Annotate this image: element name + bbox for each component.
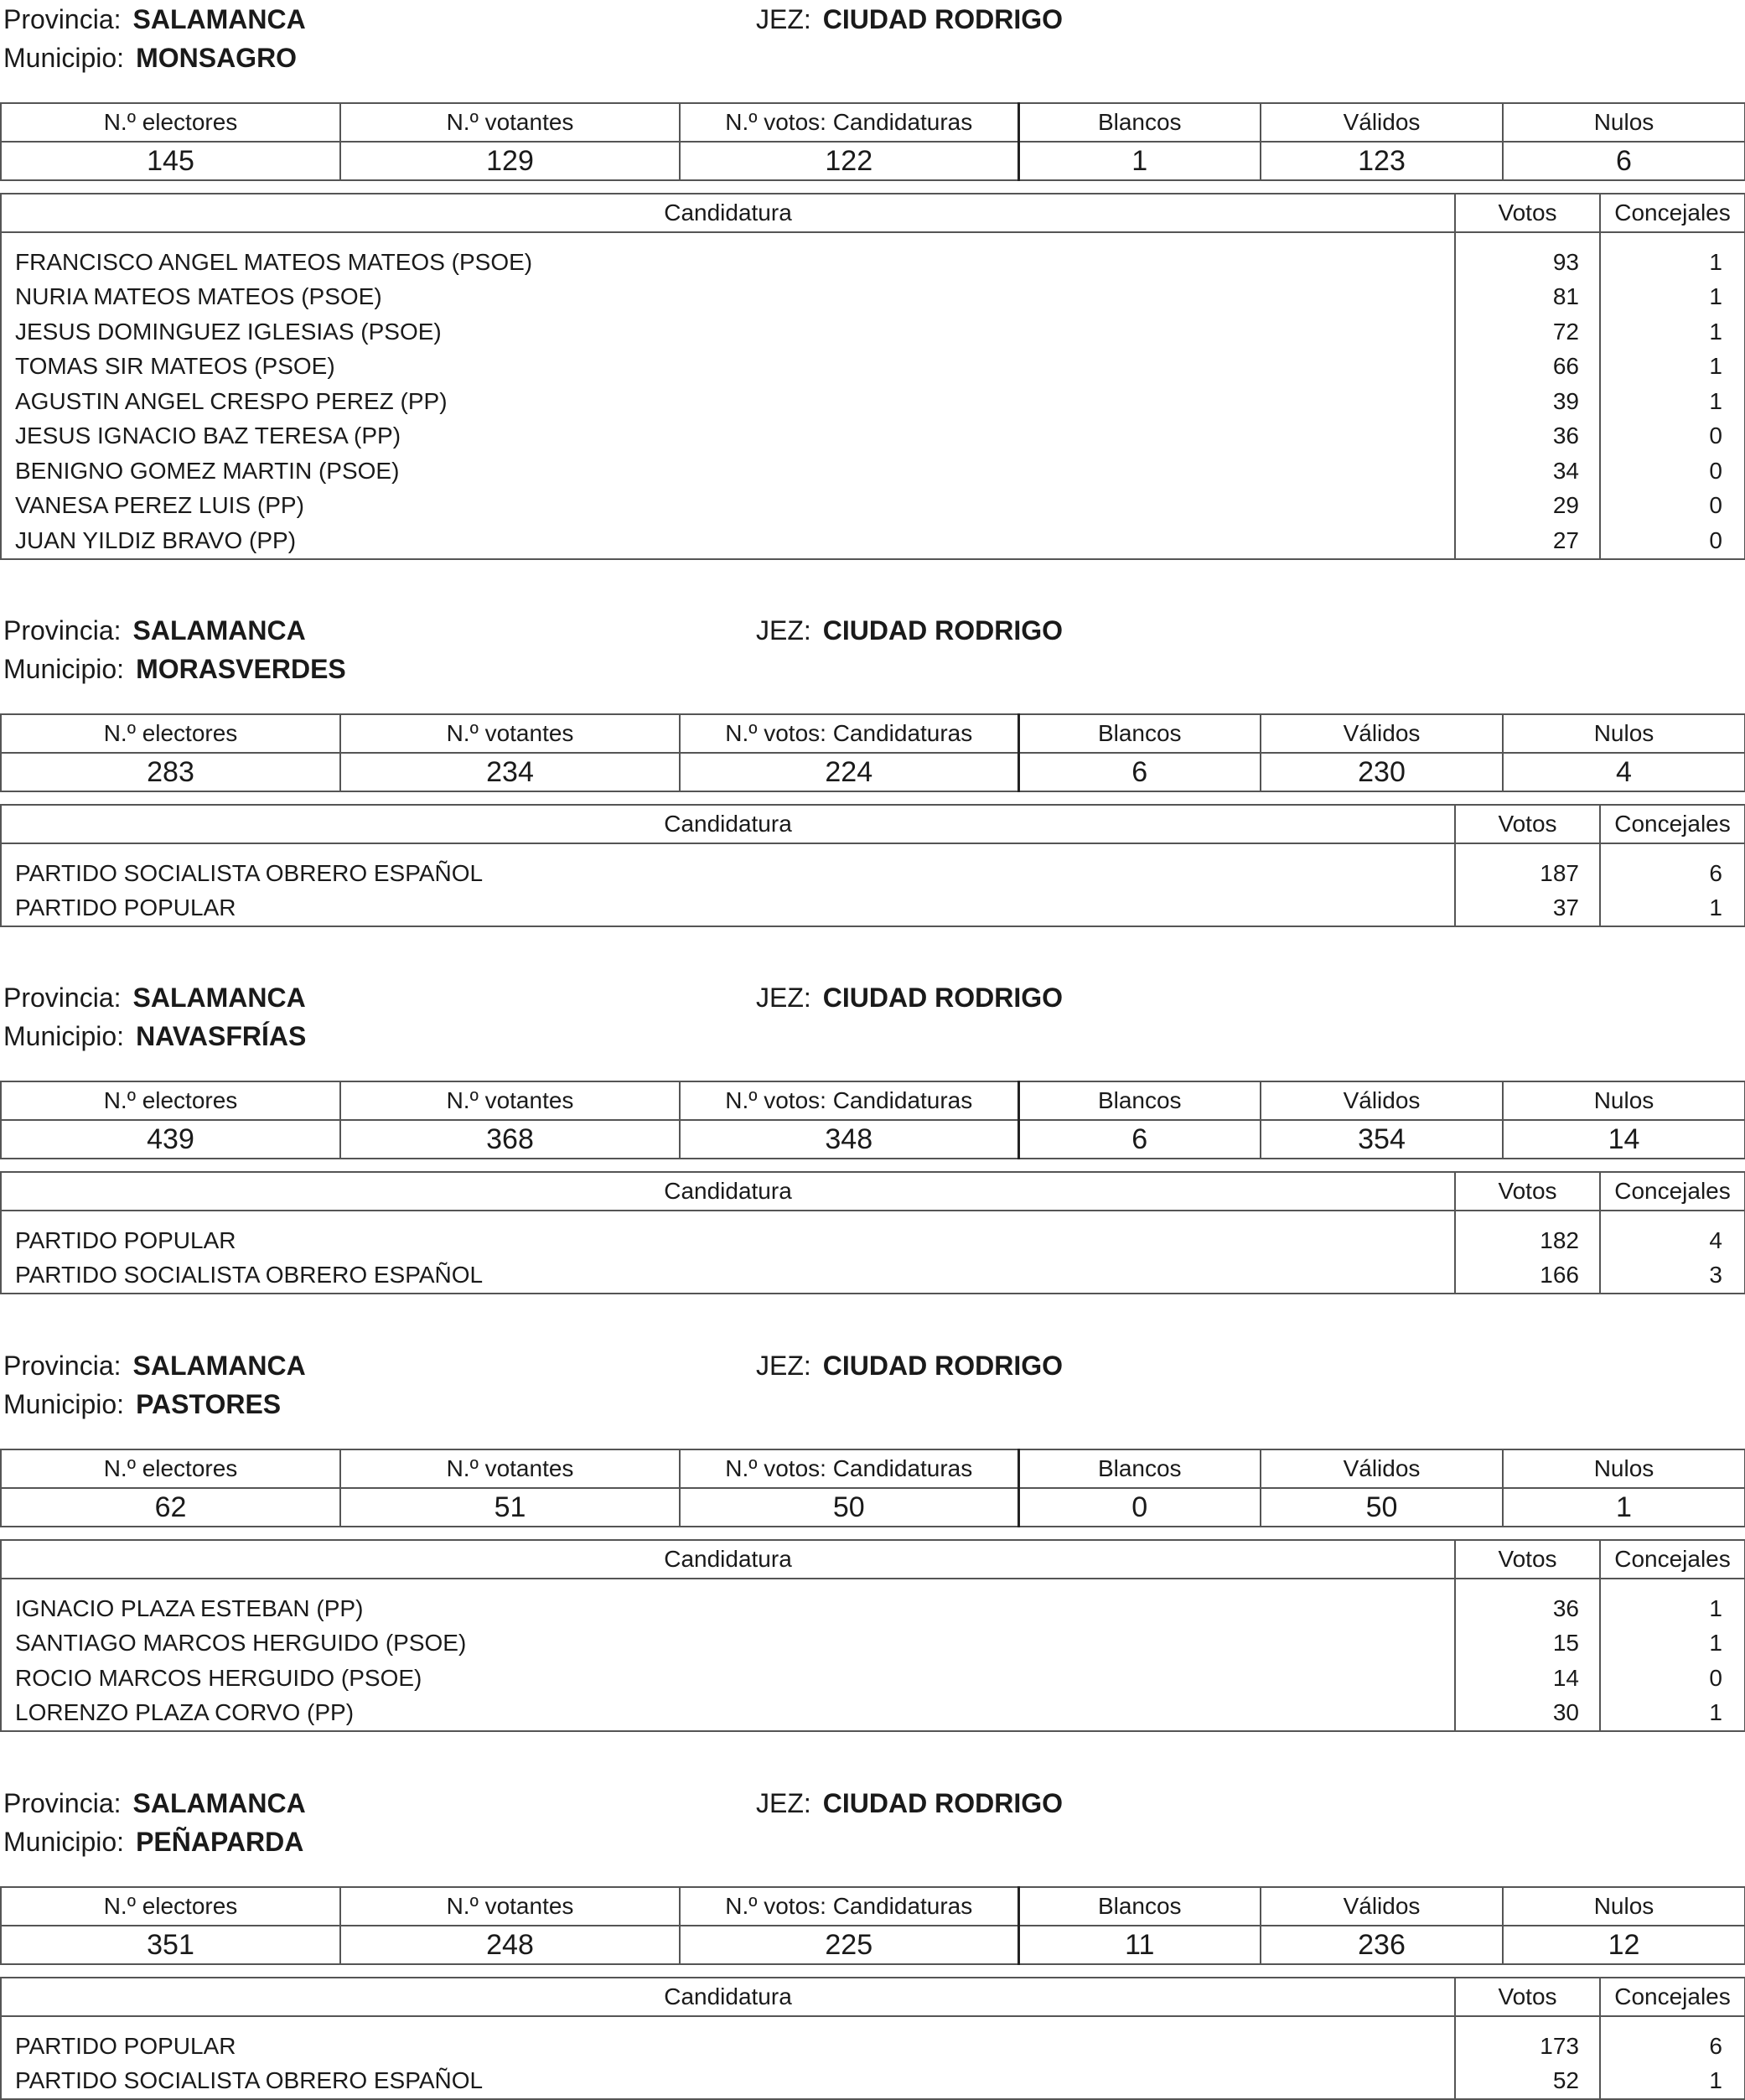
candidatura-name: VANESA PEREZ LUIS (PP) bbox=[1, 489, 1455, 524]
stats-value-row bbox=[1, 1926, 1745, 1964]
candidatura-votos: 173 bbox=[1455, 2016, 1600, 2064]
votos-candidaturas-header: N.º votos: Candidaturas bbox=[680, 1449, 1018, 1488]
candidaturas-header-row bbox=[1, 1978, 1745, 2016]
provincia-label: Provincia: bbox=[3, 4, 122, 34]
jez-label: JEZ: bbox=[756, 615, 811, 646]
candidatura-header: Candidatura bbox=[1, 1978, 1455, 2016]
municipio-value: NAVASFRÍAS bbox=[136, 1021, 307, 1051]
candidaturas-header-row bbox=[1, 1540, 1745, 1579]
provincia-label: Provincia: bbox=[3, 1351, 122, 1381]
candidatura-votos: 66 bbox=[1455, 350, 1600, 385]
provincia-line bbox=[3, 1346, 306, 1385]
nulos-value: 12 bbox=[1503, 1926, 1745, 1964]
provincia-label: Provincia: bbox=[3, 983, 122, 1013]
validos-header: Válidos bbox=[1261, 103, 1503, 142]
candidatura-concejales: 0 bbox=[1600, 523, 1745, 559]
candidatura-votos: 29 bbox=[1455, 489, 1600, 524]
nulos-header: Nulos bbox=[1503, 103, 1745, 142]
jez-label: JEZ: bbox=[756, 1351, 811, 1381]
jez-label: JEZ: bbox=[756, 1788, 811, 1818]
candidatura-concejales: 3 bbox=[1600, 1258, 1745, 1294]
votos-candidaturas-header: N.º votos: Candidaturas bbox=[680, 1081, 1018, 1120]
jez-line bbox=[756, 611, 1063, 650]
candidatura-row bbox=[1, 843, 1745, 891]
candidatura-concejales: 0 bbox=[1600, 1661, 1745, 1696]
candidatura-name: PARTIDO SOCIALISTA OBRERO ESPAÑOL bbox=[1, 843, 1455, 891]
candidatura-name: PARTIDO SOCIALISTA OBRERO ESPAÑOL bbox=[1, 2064, 1455, 2100]
candidatura-name: PARTIDO POPULAR bbox=[1, 2016, 1455, 2064]
votantes-header: N.º votantes bbox=[340, 1449, 680, 1488]
municipio-line bbox=[3, 1823, 303, 1861]
municipio-value: MORASVERDES bbox=[136, 654, 346, 684]
municipio-value: MONSAGRO bbox=[136, 43, 298, 73]
candidatura-votos: 37 bbox=[1455, 891, 1600, 927]
candidatura-name: TOMAS SIR MATEOS (PSOE) bbox=[1, 350, 1455, 385]
nulos-value: 6 bbox=[1503, 142, 1745, 180]
electores-header: N.º electores bbox=[1, 1449, 340, 1488]
stats-header-row bbox=[1, 103, 1745, 142]
candidatura-name: LORENZO PLAZA CORVO (PP) bbox=[1, 1696, 1455, 1732]
candidatura-votos: 34 bbox=[1455, 454, 1600, 489]
candidatura-header: Candidatura bbox=[1, 1172, 1455, 1211]
provincia-line bbox=[3, 611, 306, 650]
candidatura-name: JESUS IGNACIO BAZ TERESA (PP) bbox=[1, 419, 1455, 454]
candidatura-row bbox=[1, 1626, 1745, 1662]
candidatura-votos: 166 bbox=[1455, 1258, 1600, 1294]
candidatura-row bbox=[1, 489, 1745, 524]
validos-header: Válidos bbox=[1261, 714, 1503, 753]
candidatura-concejales: 1 bbox=[1600, 232, 1745, 280]
jez-value: CIUDAD RODRIGO bbox=[822, 983, 1063, 1013]
blancos-value: 0 bbox=[1018, 1488, 1261, 1527]
blancos-value: 11 bbox=[1018, 1926, 1261, 1964]
jez-line bbox=[756, 0, 1063, 39]
blancos-header: Blancos bbox=[1018, 1081, 1261, 1120]
provincia-line bbox=[3, 1784, 306, 1823]
votantes-value: 368 bbox=[340, 1120, 680, 1159]
candidatura-row bbox=[1, 2016, 1745, 2064]
stats-header-row bbox=[1, 1081, 1745, 1120]
candidatura-concejales: 1 bbox=[1600, 384, 1745, 419]
concejales-header: Concejales bbox=[1600, 805, 1745, 843]
candidatura-concejales: 6 bbox=[1600, 2016, 1745, 2064]
nulos-value: 1 bbox=[1503, 1488, 1745, 1527]
candidatura-header: Candidatura bbox=[1, 194, 1455, 232]
blancos-header: Blancos bbox=[1018, 1887, 1261, 1926]
candidatura-row bbox=[1, 454, 1745, 489]
stats-table bbox=[0, 1081, 1745, 1159]
validos-value: 123 bbox=[1261, 142, 1503, 180]
candidatura-votos: 187 bbox=[1455, 843, 1600, 891]
candidatura-votos: 14 bbox=[1455, 1661, 1600, 1696]
electores-header: N.º electores bbox=[1, 714, 340, 753]
candidatura-name: BENIGNO GOMEZ MARTIN (PSOE) bbox=[1, 454, 1455, 489]
candidatura-concejales: 0 bbox=[1600, 419, 1745, 454]
candidatura-concejales: 1 bbox=[1600, 350, 1745, 385]
jez-label: JEZ: bbox=[756, 4, 811, 34]
electores-value: 62 bbox=[1, 1488, 340, 1527]
candidaturas-header-row bbox=[1, 194, 1745, 232]
candidatura-row bbox=[1, 280, 1745, 315]
candidatura-row bbox=[1, 1696, 1745, 1732]
electores-header: N.º electores bbox=[1, 1081, 340, 1120]
blancos-header: Blancos bbox=[1018, 103, 1261, 142]
votos-candidaturas-value: 348 bbox=[680, 1120, 1018, 1159]
candidatura-name: ROCIO MARCOS HERGUIDO (PSOE) bbox=[1, 1661, 1455, 1696]
candidatura-concejales: 6 bbox=[1600, 843, 1745, 891]
votos-candidaturas-value: 122 bbox=[680, 142, 1018, 180]
votantes-header: N.º votantes bbox=[340, 1887, 680, 1926]
electores-value: 351 bbox=[1, 1926, 340, 1964]
blancos-value: 6 bbox=[1018, 1120, 1261, 1159]
blancos-header: Blancos bbox=[1018, 714, 1261, 753]
candidaturas-table bbox=[0, 1977, 1745, 2100]
candidatura-row bbox=[1, 891, 1745, 927]
candidatura-header: Candidatura bbox=[1, 1540, 1455, 1579]
provincia-label: Provincia: bbox=[3, 1788, 122, 1818]
candidatura-row bbox=[1, 1579, 1745, 1626]
candidatura-row bbox=[1, 384, 1745, 419]
votos-header: Votos bbox=[1455, 1172, 1600, 1211]
validos-value: 236 bbox=[1261, 1926, 1503, 1964]
candidatura-votos: 27 bbox=[1455, 523, 1600, 559]
candidatura-concejales: 1 bbox=[1600, 2064, 1745, 2100]
jez-value: CIUDAD RODRIGO bbox=[822, 4, 1063, 34]
candidatura-votos: 30 bbox=[1455, 1696, 1600, 1732]
nulos-value: 4 bbox=[1503, 753, 1745, 791]
stats-header-row bbox=[1, 714, 1745, 753]
candidatura-votos: 15 bbox=[1455, 1626, 1600, 1662]
stats-value-row bbox=[1, 1488, 1745, 1527]
candidaturas-table bbox=[0, 1171, 1745, 1294]
provincia-line bbox=[3, 978, 306, 1017]
municipio-label: Municipio: bbox=[3, 654, 125, 684]
candidatura-votos: 36 bbox=[1455, 419, 1600, 454]
blancos-value: 6 bbox=[1018, 753, 1261, 791]
nulos-header: Nulos bbox=[1503, 714, 1745, 753]
jez-value: CIUDAD RODRIGO bbox=[822, 615, 1063, 646]
concejales-header: Concejales bbox=[1600, 194, 1745, 232]
candidatura-votos: 52 bbox=[1455, 2064, 1600, 2100]
candidaturas-header-row bbox=[1, 1172, 1745, 1211]
validos-header: Válidos bbox=[1261, 1887, 1503, 1926]
votantes-value: 51 bbox=[340, 1488, 680, 1527]
candidatura-votos: 81 bbox=[1455, 280, 1600, 315]
provincia-value: SALAMANCA bbox=[132, 1788, 306, 1818]
votos-candidaturas-value: 50 bbox=[680, 1488, 1018, 1527]
stats-table bbox=[0, 1886, 1745, 1965]
votos-candidaturas-value: 225 bbox=[680, 1926, 1018, 1964]
validos-header: Válidos bbox=[1261, 1081, 1503, 1120]
municipio-label: Municipio: bbox=[3, 1021, 125, 1051]
candidatura-name: NURIA MATEOS MATEOS (PSOE) bbox=[1, 280, 1455, 315]
provincia-value: SALAMANCA bbox=[132, 983, 306, 1013]
electores-header: N.º electores bbox=[1, 1887, 340, 1926]
concejales-header: Concejales bbox=[1600, 1978, 1745, 2016]
candidaturas-table bbox=[0, 1539, 1745, 1732]
candidatura-name: PARTIDO POPULAR bbox=[1, 891, 1455, 927]
candidatura-name: JESUS DOMINGUEZ IGLESIAS (PSOE) bbox=[1, 314, 1455, 350]
municipio-value: PASTORES bbox=[136, 1389, 282, 1419]
candidatura-votos: 36 bbox=[1455, 1579, 1600, 1626]
votantes-header: N.º votantes bbox=[340, 103, 680, 142]
municipio-line bbox=[3, 1385, 281, 1423]
candidatura-row bbox=[1, 419, 1745, 454]
provincia-value: SALAMANCA bbox=[132, 615, 306, 646]
stats-value-row bbox=[1, 142, 1745, 180]
candidatura-concejales: 1 bbox=[1600, 1626, 1745, 1662]
nulos-header: Nulos bbox=[1503, 1081, 1745, 1120]
concejales-header: Concejales bbox=[1600, 1172, 1745, 1211]
jez-line bbox=[756, 1784, 1063, 1823]
blancos-header: Blancos bbox=[1018, 1449, 1261, 1488]
municipio-line bbox=[3, 1017, 306, 1055]
candidatura-row bbox=[1, 350, 1745, 385]
candidatura-row bbox=[1, 2064, 1745, 2100]
candidatura-row bbox=[1, 523, 1745, 559]
jez-line bbox=[756, 978, 1063, 1017]
votantes-value: 129 bbox=[340, 142, 680, 180]
municipio-label: Municipio: bbox=[3, 1389, 125, 1419]
nulos-header: Nulos bbox=[1503, 1449, 1745, 1488]
nulos-value: 14 bbox=[1503, 1120, 1745, 1159]
jez-value: CIUDAD RODRIGO bbox=[822, 1788, 1063, 1818]
blancos-value: 1 bbox=[1018, 142, 1261, 180]
candidatura-concejales: 4 bbox=[1600, 1211, 1745, 1258]
electores-value: 145 bbox=[1, 142, 340, 180]
candidatura-row bbox=[1, 1211, 1745, 1258]
nulos-header: Nulos bbox=[1503, 1887, 1745, 1926]
stats-table bbox=[0, 713, 1745, 792]
stats-table bbox=[0, 102, 1745, 181]
candidatura-concejales: 1 bbox=[1600, 891, 1745, 927]
stats-value-row bbox=[1, 1120, 1745, 1159]
jez-label: JEZ: bbox=[756, 983, 811, 1013]
candidatura-concejales: 0 bbox=[1600, 489, 1745, 524]
votos-candidaturas-header: N.º votos: Candidaturas bbox=[680, 103, 1018, 142]
candidatura-votos: 72 bbox=[1455, 314, 1600, 350]
stats-table bbox=[0, 1449, 1745, 1527]
provincia-line bbox=[3, 0, 306, 39]
validos-value: 354 bbox=[1261, 1120, 1503, 1159]
concejales-header: Concejales bbox=[1600, 1540, 1745, 1579]
provincia-value: SALAMANCA bbox=[132, 1351, 306, 1381]
votos-header: Votos bbox=[1455, 1540, 1600, 1579]
jez-value: CIUDAD RODRIGO bbox=[822, 1351, 1063, 1381]
stats-header-row bbox=[1, 1449, 1745, 1488]
votos-candidaturas-header: N.º votos: Candidaturas bbox=[680, 714, 1018, 753]
votos-header: Votos bbox=[1455, 194, 1600, 232]
candidatura-row bbox=[1, 232, 1745, 280]
candidatura-name: JUAN YILDIZ BRAVO (PP) bbox=[1, 523, 1455, 559]
candidatura-name: SANTIAGO MARCOS HERGUIDO (PSOE) bbox=[1, 1626, 1455, 1662]
candidatura-concejales: 1 bbox=[1600, 1696, 1745, 1732]
votos-candidaturas-header: N.º votos: Candidaturas bbox=[680, 1887, 1018, 1926]
electores-header: N.º electores bbox=[1, 103, 340, 142]
municipio-label: Municipio: bbox=[3, 1827, 125, 1857]
votos-candidaturas-value: 224 bbox=[680, 753, 1018, 791]
candidatura-votos: 39 bbox=[1455, 384, 1600, 419]
votantes-header: N.º votantes bbox=[340, 1081, 680, 1120]
stats-header-row bbox=[1, 1887, 1745, 1926]
candidaturas-header-row bbox=[1, 805, 1745, 843]
candidatura-row bbox=[1, 314, 1745, 350]
electores-value: 439 bbox=[1, 1120, 340, 1159]
candidatura-concejales: 1 bbox=[1600, 1579, 1745, 1626]
candidatura-row bbox=[1, 1661, 1745, 1696]
candidatura-name: PARTIDO POPULAR bbox=[1, 1211, 1455, 1258]
validos-value: 230 bbox=[1261, 753, 1503, 791]
validos-header: Válidos bbox=[1261, 1449, 1503, 1488]
candidaturas-table bbox=[0, 193, 1745, 560]
municipio-value: PEÑAPARDA bbox=[136, 1827, 304, 1857]
stats-value-row bbox=[1, 753, 1745, 791]
candidatura-row bbox=[1, 1258, 1745, 1294]
candidatura-concejales: 0 bbox=[1600, 454, 1745, 489]
candidatura-name: PARTIDO SOCIALISTA OBRERO ESPAÑOL bbox=[1, 1258, 1455, 1294]
candidatura-concejales: 1 bbox=[1600, 280, 1745, 315]
votantes-value: 234 bbox=[340, 753, 680, 791]
provincia-value: SALAMANCA bbox=[132, 4, 306, 34]
municipio-line bbox=[3, 39, 297, 77]
candidatura-name: AGUSTIN ANGEL CRESPO PEREZ (PP) bbox=[1, 384, 1455, 419]
candidatura-name: FRANCISCO ANGEL MATEOS MATEOS (PSOE) bbox=[1, 232, 1455, 280]
candidatura-votos: 93 bbox=[1455, 232, 1600, 280]
votantes-header: N.º votantes bbox=[340, 714, 680, 753]
votantes-value: 248 bbox=[340, 1926, 680, 1964]
votos-header: Votos bbox=[1455, 805, 1600, 843]
candidatura-name: IGNACIO PLAZA ESTEBAN (PP) bbox=[1, 1579, 1455, 1626]
votos-header: Votos bbox=[1455, 1978, 1600, 2016]
electores-value: 283 bbox=[1, 753, 340, 791]
municipio-line bbox=[3, 650, 346, 688]
candidatura-concejales: 1 bbox=[1600, 314, 1745, 350]
candidatura-votos: 182 bbox=[1455, 1211, 1600, 1258]
jez-line bbox=[756, 1346, 1063, 1385]
candidatura-header: Candidatura bbox=[1, 805, 1455, 843]
validos-value: 50 bbox=[1261, 1488, 1503, 1527]
candidaturas-table bbox=[0, 804, 1745, 927]
municipio-label: Municipio: bbox=[3, 43, 125, 73]
provincia-label: Provincia: bbox=[3, 615, 122, 646]
